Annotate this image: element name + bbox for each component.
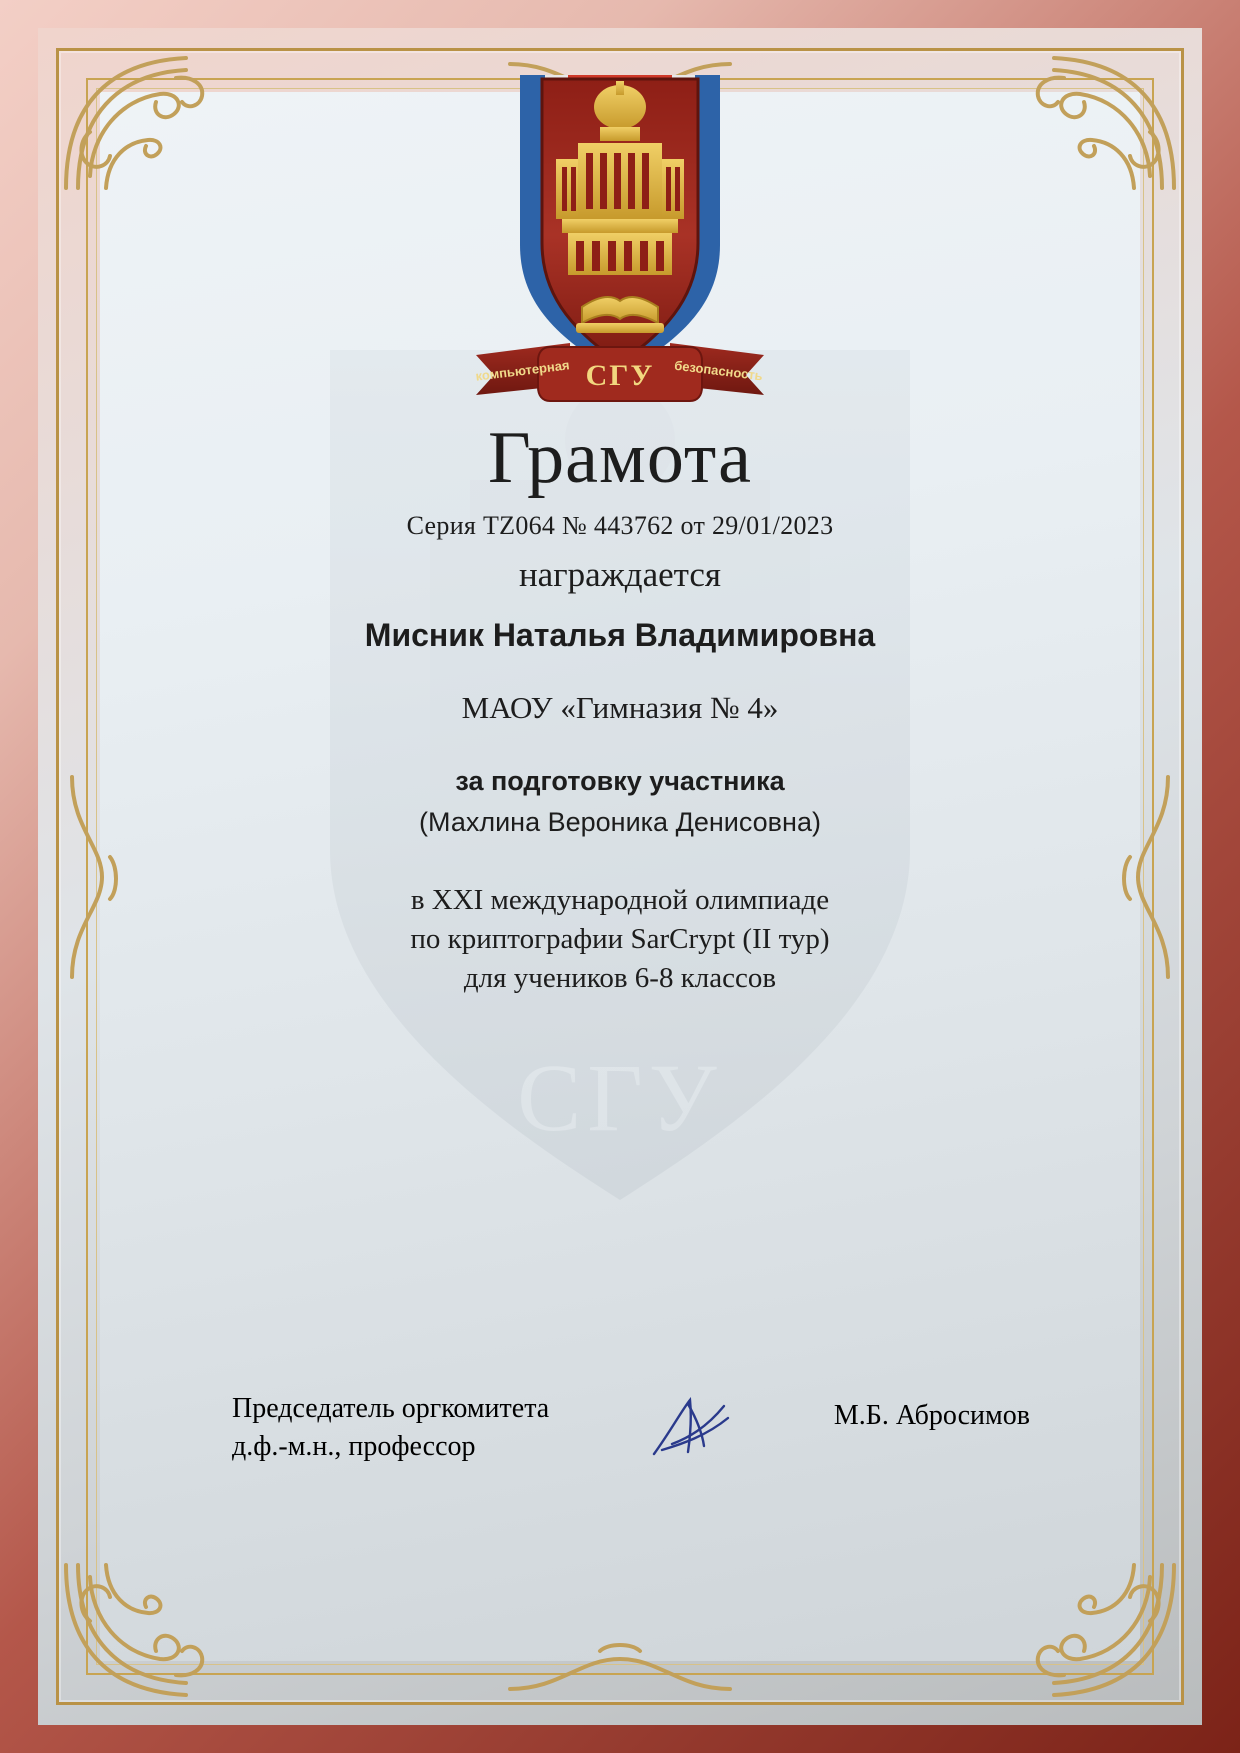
ribbon-left-text: компьютерная [474,357,571,384]
serial-number: Серия TZ064 № 443762 от 29/01/2023 [406,510,834,540]
event-line-1: в XXI международной олимпиаде [410,883,830,916]
signature-mark [617,1390,767,1464]
ribbon-right-text: безопасность [673,357,764,384]
book-icon [576,297,664,333]
organization-name: МАОУ «Гимназия № 4» [461,689,779,725]
page-title: Грамота [488,417,752,499]
svg-text:СГУ: СГУ [517,1044,723,1151]
signature-block [232,1390,1030,1466]
signature-scribble-icon [632,1392,752,1464]
sgu-shield-emblem [450,55,790,405]
recipient-name: Мисник Наталья Владимировна [364,616,876,653]
signer-role [232,1390,549,1466]
signer-role-line-2: д.ф.-м.н., профессор [232,1430,476,1462]
award-reason: за подготовку участника [455,765,785,796]
signer-role-line-1: Председатель оргкомитета [232,1393,550,1424]
emblem-monogram: СГУ [585,359,655,392]
participant-name: (Махлина Вероника Денисовна) [419,806,821,837]
awarded-label: награждается [518,554,722,594]
signer-name: М.Б. Абросимов [833,1400,1030,1431]
event-line-2: по криптографии SarCrypt (II тур) [410,922,830,955]
certificate-content [140,417,1100,1001]
event-line-3: для учеников 6-8 классов [463,961,777,994]
